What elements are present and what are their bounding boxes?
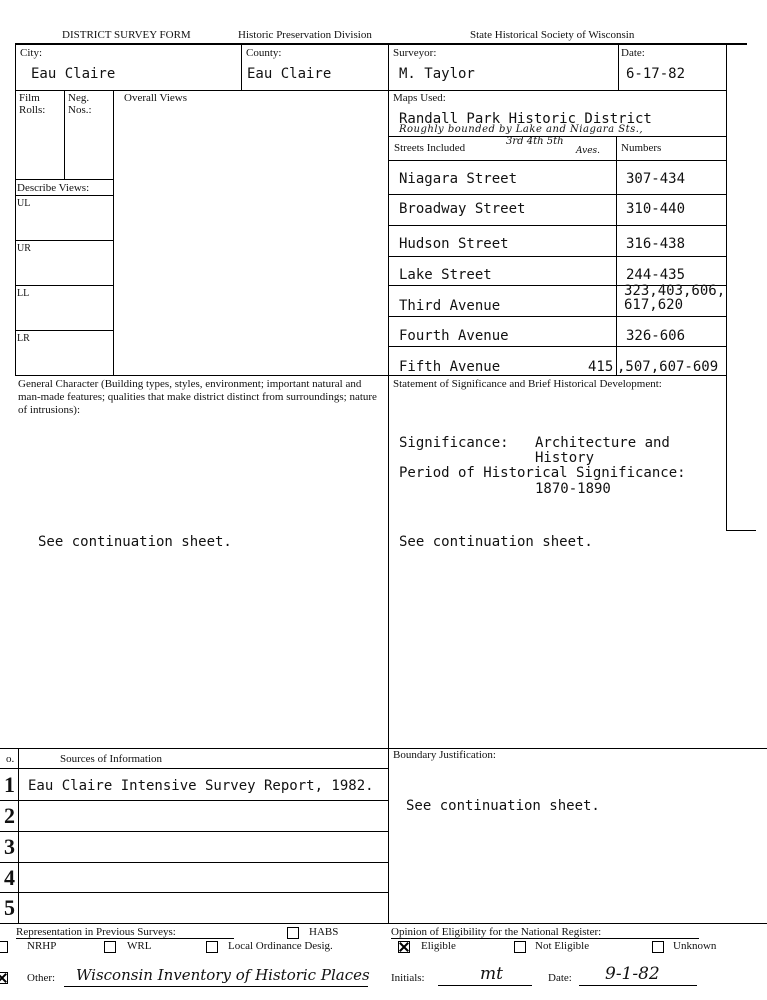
street-divider-5 xyxy=(388,316,727,317)
division-name: Historic Preservation Division xyxy=(238,29,372,41)
surveyor-value: M. Taylor xyxy=(399,66,475,82)
society-name: State Historical Society of Wisconsin xyxy=(470,29,635,41)
neg-nos-label: Neg. Nos.: xyxy=(68,92,92,116)
source-row-divider xyxy=(0,800,388,801)
source-number: 5 xyxy=(4,895,15,920)
source-text: Eau Claire Intensive Survey Report, 1982. xyxy=(28,778,374,794)
source-number-divider xyxy=(18,748,19,923)
left-border xyxy=(15,43,16,375)
date-value: 6-17-82 xyxy=(626,66,686,82)
view-ul-label: UL xyxy=(17,198,31,209)
initials-underline xyxy=(438,985,532,986)
surveyor-date-divider xyxy=(618,43,619,90)
unknown-label: Unknown xyxy=(673,940,717,952)
street-name: Hudson Street xyxy=(399,236,509,252)
row-divider-3 xyxy=(0,748,767,749)
street-numbers-line2: 617,620 xyxy=(624,297,684,313)
other-value: Wisconsin Inventory of Historic Places xyxy=(76,966,370,984)
maps-used-label: Maps Used: xyxy=(393,92,446,104)
not-eligible-checkbox[interactable] xyxy=(514,941,526,953)
nrhp-checkbox[interactable] xyxy=(0,941,8,953)
describe-views-label: Describe Views: xyxy=(17,182,90,194)
describe-views-bottom xyxy=(15,195,113,196)
street-name: Fourth Avenue xyxy=(399,328,509,344)
street-divider-1 xyxy=(388,194,727,195)
previous-surveys-underline xyxy=(16,938,234,939)
street-name: Niagara Street xyxy=(399,171,518,187)
view-ll-label: LL xyxy=(17,288,30,299)
boundary-value: See continuation sheet. xyxy=(406,798,600,814)
eligibility-date-label: Date: xyxy=(548,972,572,984)
view-divider-ur xyxy=(15,285,113,286)
street-numbers-line1: 323,403,606, xyxy=(624,283,726,299)
initials-value: mt xyxy=(480,964,503,984)
city-county-divider xyxy=(241,43,242,90)
form-title: DISTRICT SURVEY FORM xyxy=(62,29,191,41)
right-border xyxy=(726,43,727,531)
sources-header-divider xyxy=(0,768,388,769)
eligible-label: Eligible xyxy=(421,940,456,952)
street-divider-3 xyxy=(388,256,727,257)
eligibility-label: Opinion of Eligibility for the National Register: xyxy=(391,926,602,938)
describe-views-top xyxy=(15,179,113,180)
local-ordinance-label: Local Ordinance Desig. xyxy=(228,940,333,952)
right-tab-line xyxy=(726,530,756,531)
other-underline xyxy=(64,986,368,987)
initials-label: Initials: xyxy=(391,972,425,984)
view-divider-ul xyxy=(15,240,113,241)
habs-label: HABS xyxy=(309,926,339,938)
boundary-label: Boundary Justification: xyxy=(393,749,496,761)
not-eligible-label: Not Eligible xyxy=(535,940,590,952)
view-lr-label: LR xyxy=(17,333,30,344)
row-divider-4 xyxy=(0,923,767,924)
source-row-divider xyxy=(0,831,388,832)
local-ordinance-checkbox[interactable] xyxy=(206,941,218,953)
street-numbers: ,507,607-609 xyxy=(617,359,719,375)
film-neg-divider xyxy=(64,90,65,179)
street-numbers: 310-440 xyxy=(626,201,686,217)
city-label: City: xyxy=(20,47,43,59)
other-checkbox[interactable] xyxy=(0,972,8,984)
significance-label: Statement of Significance and Brief Historical Development: xyxy=(393,378,662,390)
other-label: Other: xyxy=(27,972,56,984)
view-divider-ll xyxy=(15,330,113,331)
significance-heading: Significance: xyxy=(399,435,509,451)
numbers-label: Numbers xyxy=(621,142,662,154)
street-numbers: 326-606 xyxy=(626,328,686,344)
street-numbers: 244-435 xyxy=(626,267,686,283)
street-divider-6 xyxy=(388,346,727,347)
source-number: 3 xyxy=(4,834,15,859)
surveyor-label: Surveyor: xyxy=(393,47,437,59)
maps-used-value: Randall Park Historic District xyxy=(399,111,652,127)
street-divider-2 xyxy=(388,225,727,226)
street-name: Lake Street xyxy=(399,267,492,283)
eligibility-date-value: 9-1-82 xyxy=(605,964,660,984)
streets-note-line1: 3rd 4th 5th xyxy=(506,136,564,147)
streets-note-line2: Aves. xyxy=(576,146,601,156)
source-no-label: o. xyxy=(6,753,15,765)
county-label: County: xyxy=(246,47,282,59)
source-row-divider xyxy=(0,892,388,893)
sources-label: Sources of Information xyxy=(60,753,163,765)
eligibility-date-underline xyxy=(579,985,697,986)
view-ur-label: UR xyxy=(17,243,31,254)
row-divider-1 xyxy=(15,90,727,91)
date-label: Date: xyxy=(621,47,645,59)
street-name: Fifth Avenue xyxy=(399,359,501,375)
county-value: Eau Claire xyxy=(247,66,332,82)
street-name: Third Avenue xyxy=(399,298,501,314)
period-value: 1870-1890 xyxy=(535,481,611,497)
general-character-label: General Character (Building types, styles, environment; important natural and man-made features; qualities that make district distinct from surroundings; nature of intrusions): xyxy=(18,378,377,416)
unknown-checkbox[interactable] xyxy=(652,941,664,953)
street-numbers: 307-434 xyxy=(626,171,686,187)
wrl-label: WRL xyxy=(127,940,152,952)
center-divider xyxy=(388,43,389,923)
row-divider-2 xyxy=(15,375,727,376)
overall-views-divider xyxy=(113,90,114,375)
street-name: Broadway Street xyxy=(399,201,526,217)
city-value: Eau Claire xyxy=(31,66,116,82)
streets-header-divider xyxy=(388,160,727,161)
habs-checkbox[interactable] xyxy=(287,927,299,939)
eligibility-underline xyxy=(391,938,699,939)
period-label: Period of Historical Significance: xyxy=(399,465,686,481)
handwritten-boundary-note: Roughly bounded by Lake and Niagara Sts., xyxy=(399,124,644,135)
source-number: 4 xyxy=(4,865,15,890)
overall-views-label: Overall Views xyxy=(124,92,187,104)
source-number: 2 xyxy=(4,803,15,828)
wrl-checkbox[interactable] xyxy=(104,941,116,953)
street-numbers-prefix: 415 xyxy=(588,359,614,375)
significance-value-2: History xyxy=(535,450,595,466)
film-rolls-label: Film Rolls: xyxy=(19,92,46,116)
top-rule xyxy=(15,43,747,45)
nrhp-label: NRHP xyxy=(27,940,57,952)
source-number: 1 xyxy=(4,772,15,797)
source-row-divider xyxy=(0,862,388,863)
previous-surveys-label: Representation in Previous Surveys: xyxy=(16,926,176,938)
street-numbers: 316-438 xyxy=(626,236,686,252)
eligible-checkbox[interactable] xyxy=(398,941,410,953)
significance-value: See continuation sheet. xyxy=(399,534,593,550)
streets-included-label: Streets Included xyxy=(394,142,466,154)
significance-value-1: Architecture and xyxy=(535,435,670,451)
general-character-value: See continuation sheet. xyxy=(38,534,232,550)
